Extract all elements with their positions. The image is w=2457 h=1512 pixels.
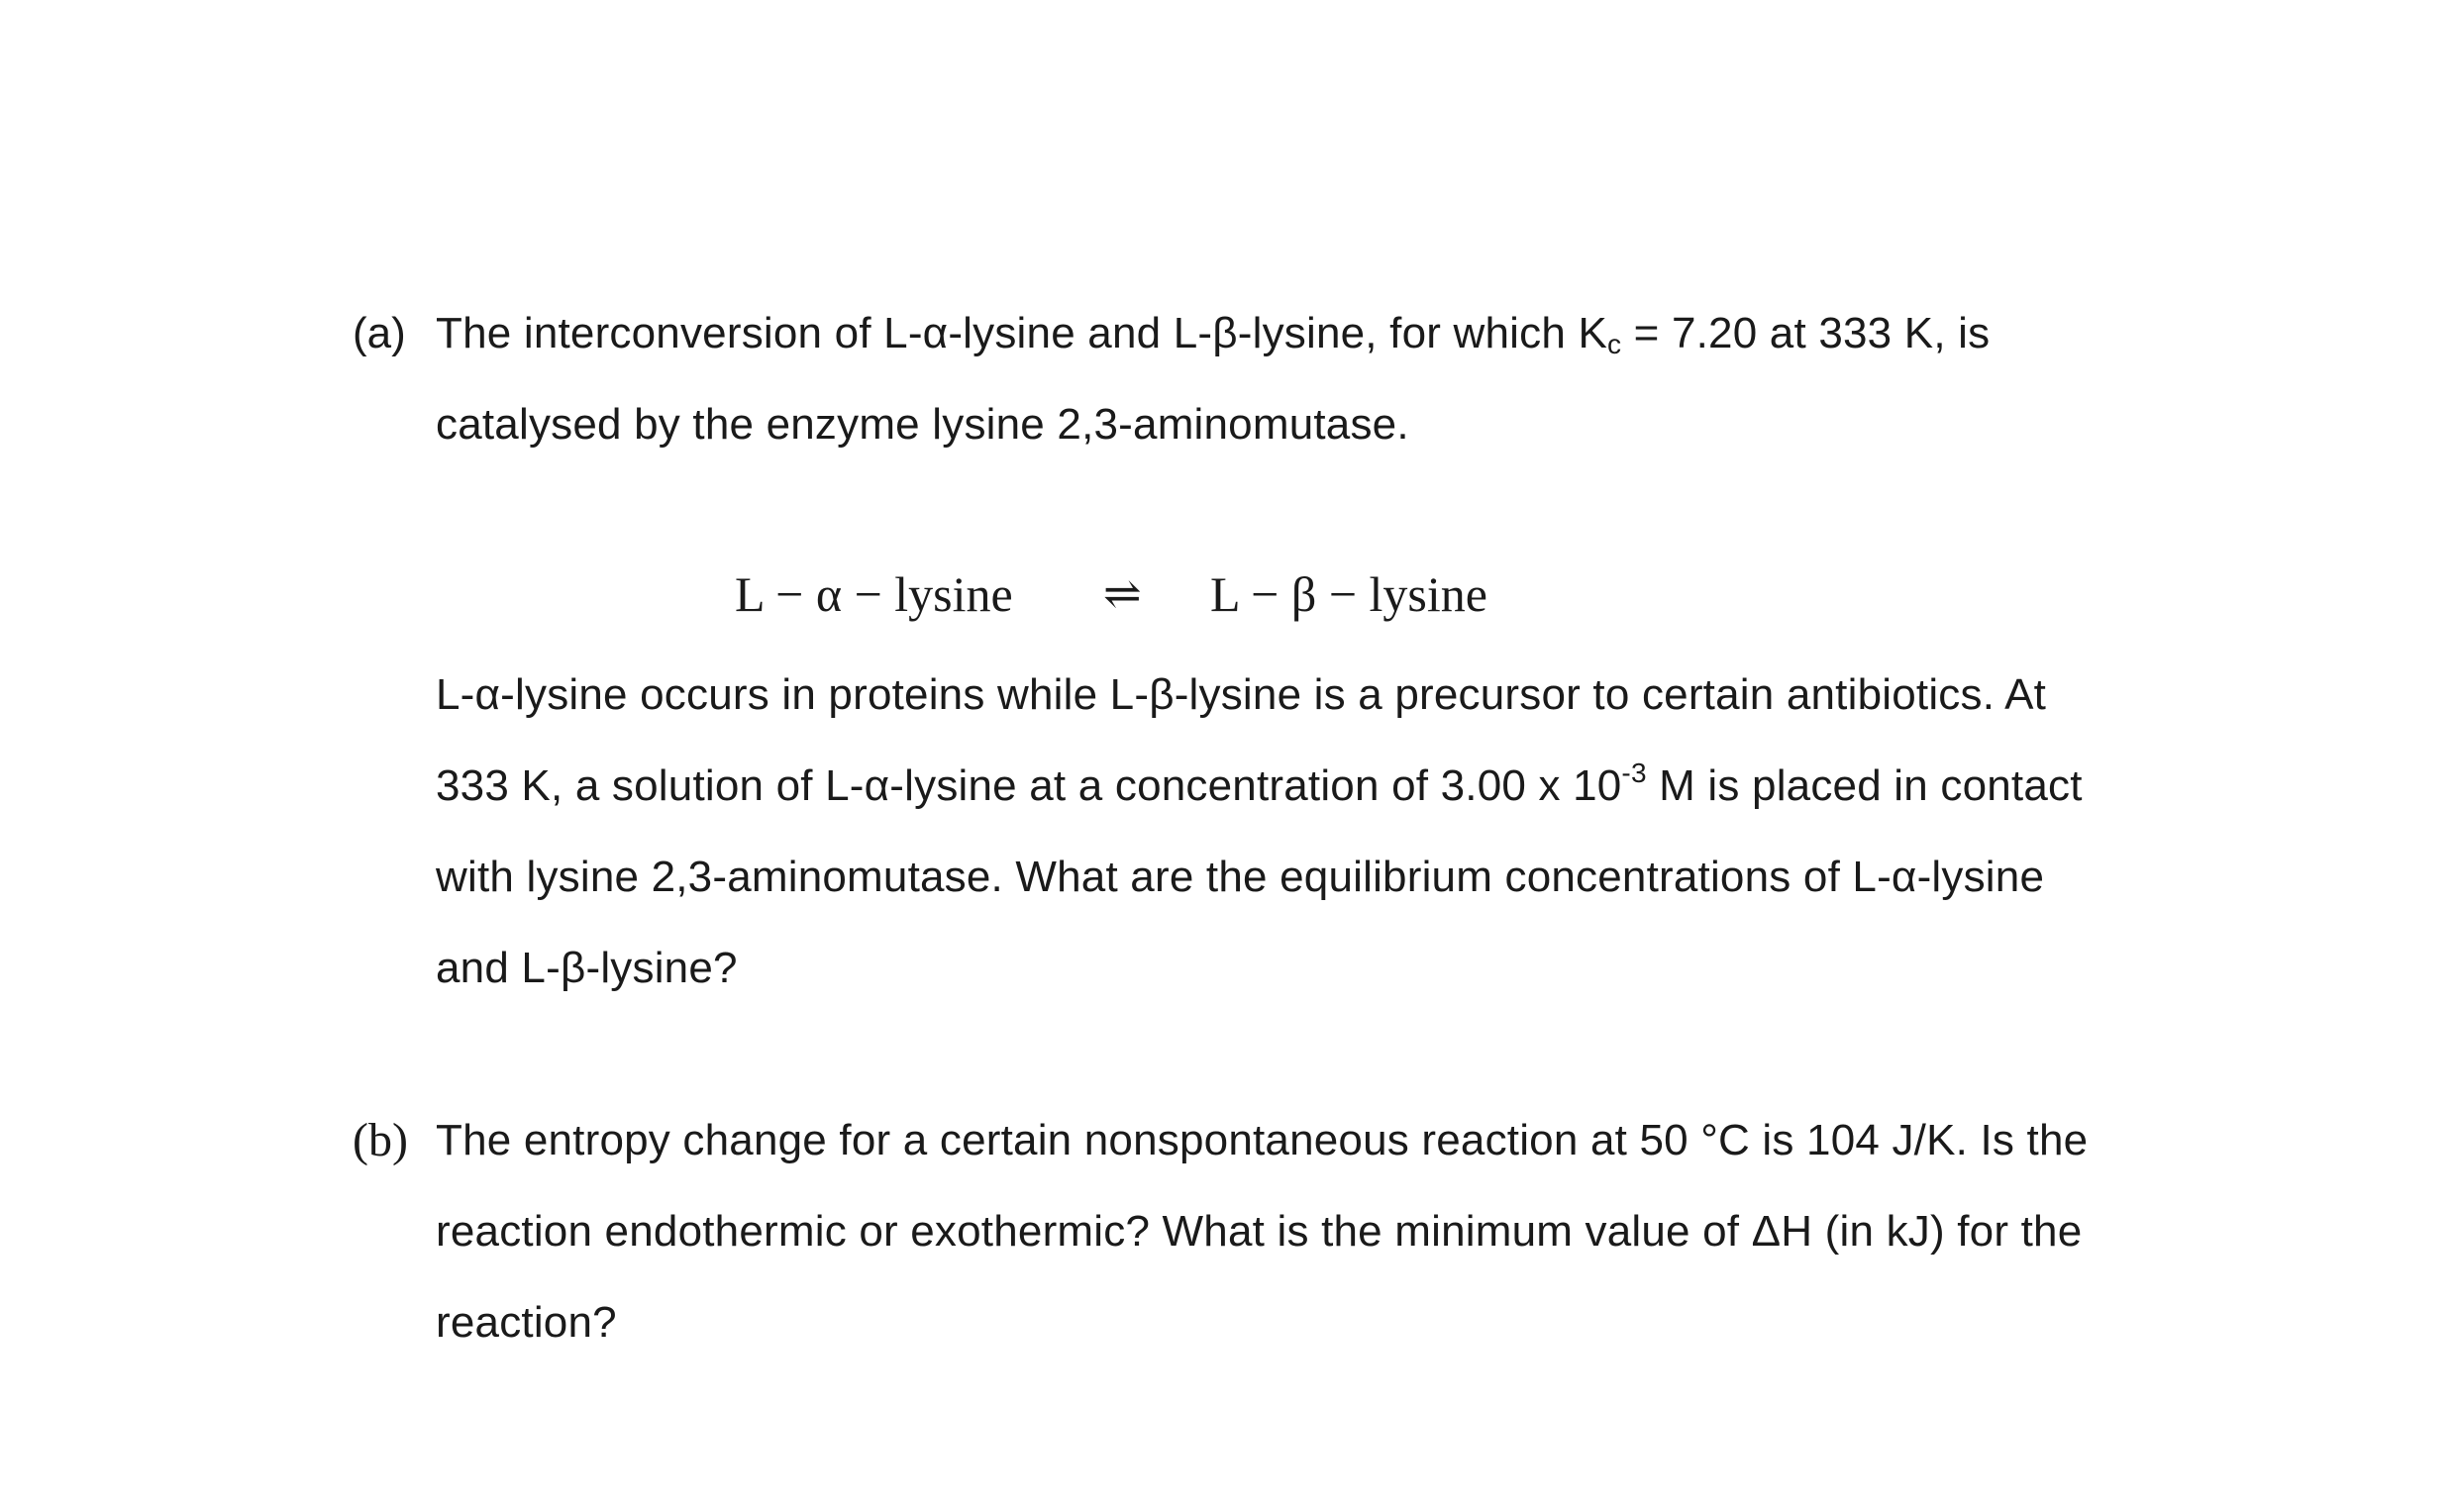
question-a-line-2: catalysed by the enzyme lysine 2,3-aminomutase. [436,400,1409,449]
question-a [353,288,2195,470]
question-a-para-line-2-post: M is placed in contact [1646,761,2083,810]
question-a-paragraph [436,650,2238,1014]
question-a-para-line-1: L-α-lysine occurs in proteins while L-β-lysine is a precursor to certain antibiotics. At [436,670,2047,719]
question-a-para-line-3: with lysine 2,3-aminomutase. What are the equilibrium concentrations of L-α-lysine [436,853,2045,901]
question-a-para-line-2 [436,741,2238,832]
question-a-para-line-2-pre: 333 K, a solution of L-α-lysine at a concentration of 3.00 x 10 [436,761,1622,810]
question-a-para-line-4: and L-β-lysine? [436,944,738,992]
question-a-line-1-pre: The interconversion of L-α-lysine and L-β-lysine, for which K [436,309,1607,357]
question-a-intro [436,288,2195,470]
question-b-line-2: reaction endothermic or exothermic? What is the minimum value of ΔH (in kJ) for the [436,1207,2083,1256]
exponent-superscript: -3 [1621,757,1647,788]
equation-product: L − β − lysine [1210,566,1487,622]
question-b-line-3: reaction? [436,1298,617,1347]
question-a-line-1 [436,288,2195,379]
equilibrium-equation [0,554,2457,634]
question-a-label: (a) [353,309,406,357]
question-a-line-1-post: = 7.20 at 333 K, is [1621,309,1991,357]
equilibrium-arrow-icon: ⇌ [1103,568,1142,619]
question-b-body [436,1095,2195,1368]
question-b [353,1095,2195,1368]
kc-subscript: c [1607,329,1622,359]
equation-reactant: L − α − lysine [735,566,1013,622]
question-b-line-1: The entropy change for a certain nonspontaneous reaction at 50 °C is 104 J/K. Is the [436,1116,2089,1164]
question-b-label: (b) [353,1114,408,1166]
